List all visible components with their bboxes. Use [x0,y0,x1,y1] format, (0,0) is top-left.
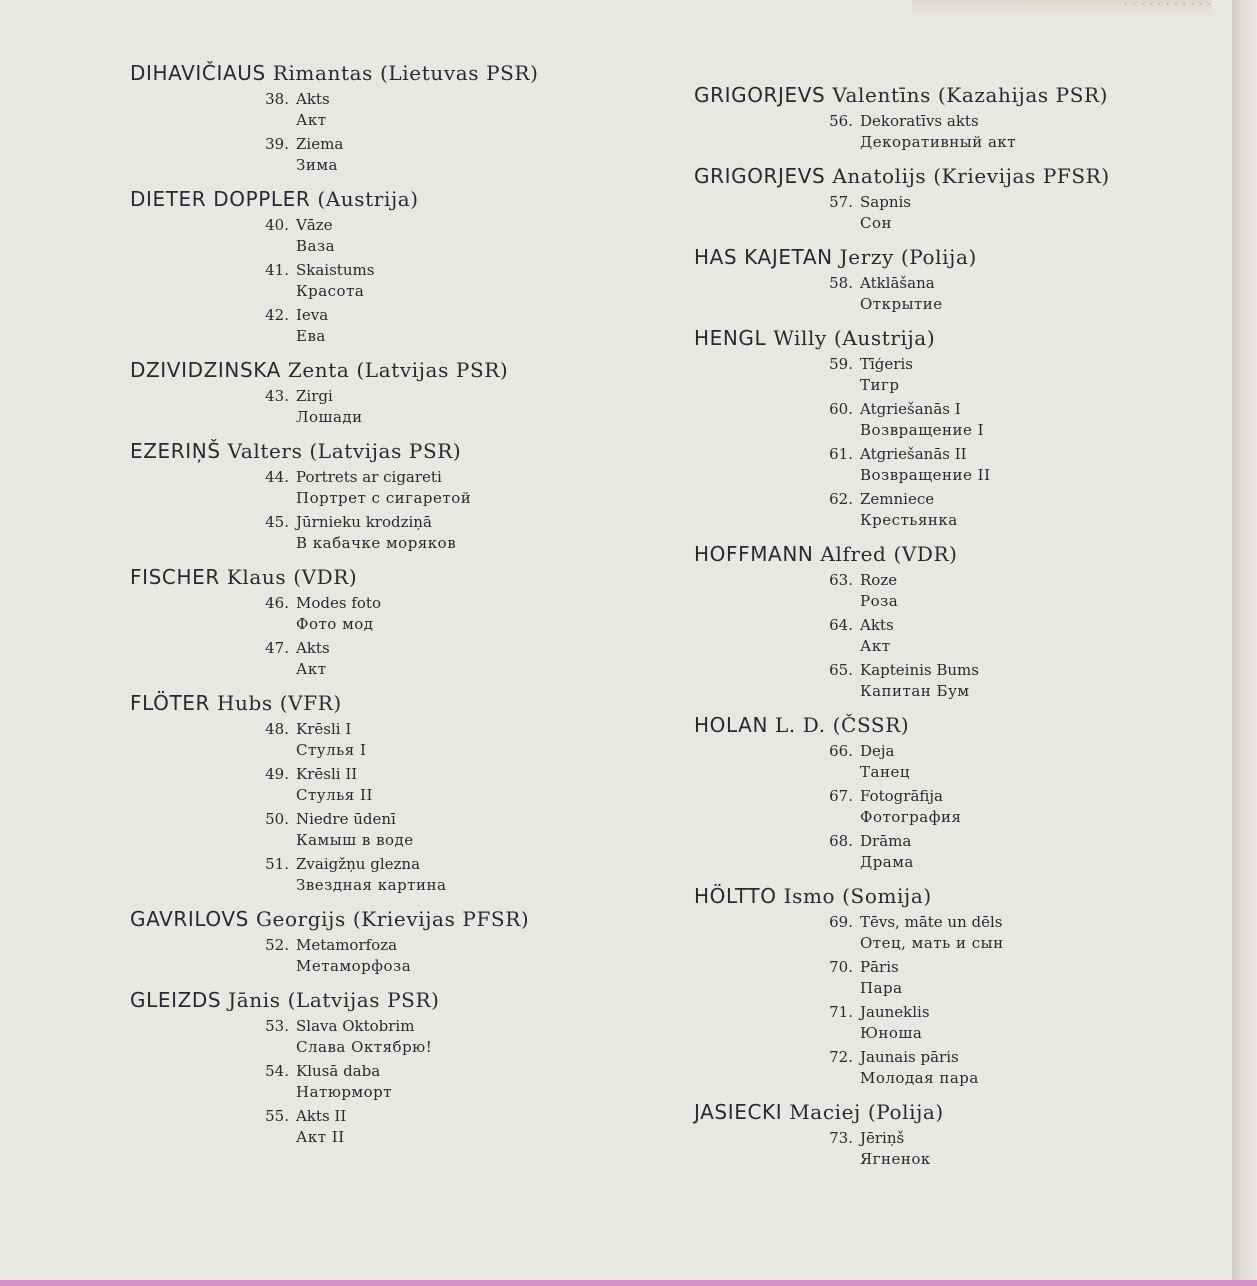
work-titles [860,1128,931,1170]
work-title-russian: Роза [860,592,899,610]
work-title-russian: Красота [296,282,365,300]
work-title-latvian: Pāris [860,958,899,976]
work-titles [860,192,911,234]
work-title-russian: Юноша [860,1024,923,1042]
work-number: 63. [829,571,853,589]
artist-entry [130,357,650,428]
work-item [694,399,1194,441]
work-number: 48. [265,720,289,738]
work-title-latvian: Metamorfoza [296,936,398,954]
work-title-russian: Акт II [296,1128,345,1146]
work-number: 39. [265,135,289,153]
work-titles [296,638,330,680]
catalog-column-right [694,82,1194,1180]
work-titles [296,305,328,347]
work-title-russian: Портрет с сигаретой [296,489,472,507]
artist-surname: FLÖTER [130,691,211,715]
artist-entry [130,60,650,176]
work-item [130,467,650,509]
work-number: 53. [265,1017,289,1035]
artist-surname: GAVRILOVS [130,907,249,931]
work-item [130,854,650,896]
artist-given-name: Willy [773,326,827,350]
work-item [694,615,1194,657]
work-title-russian: Пара [860,979,903,997]
artist-surname: GRIGORJEVS [694,164,826,188]
work-titles [860,1002,930,1044]
artist-surname: FISCHER [130,565,220,589]
work-title-latvian: Ieva [296,306,329,324]
work-title-latvian: Niedre ūdenī [296,810,396,828]
work-title-latvian: Jūrnieku krodziņā [296,513,432,531]
artist-entry [694,244,1194,315]
work-titles [860,660,979,702]
artist-given-name: Maciej [789,1100,861,1124]
work-number: 40. [265,216,289,234]
artist-country: (Latvijas PSR) [287,988,440,1012]
work-title-latvian: Jaunais pāris [860,1048,959,1066]
work-titles [860,741,910,783]
artist-entry [130,690,650,896]
work-item [130,386,650,428]
work-number: 52. [265,936,289,954]
work-titles [296,1016,432,1058]
work-title-russian: Метаморфоза [296,957,412,975]
work-number: 69. [829,913,853,931]
artist-entry [694,163,1194,234]
work-item [130,260,650,302]
artist-given-name: Klaus [226,565,287,589]
artist-given-name: Anatolijs [832,164,927,188]
work-titles [860,273,943,315]
work-title-russian: Звездная картина [296,876,447,894]
work-titles [860,615,894,657]
work-item [694,957,1194,999]
artist-heading [694,163,1194,189]
artist-heading [130,438,650,464]
work-number: 66. [829,742,853,760]
artist-entry [130,438,650,554]
artist-heading [130,564,650,590]
work-number: 54. [265,1062,289,1080]
artist-heading [694,1099,1194,1125]
work-number: 64. [829,616,853,634]
artist-given-name: Georgijs [255,907,346,931]
artist-entry [694,325,1194,531]
artist-surname: GRIGORJEVS [694,83,826,107]
artist-surname: JASIECKI [694,1100,783,1124]
work-number: 73. [829,1129,853,1147]
work-title-latvian: Slava Oktobrim [296,1017,415,1035]
work-number: 47. [265,639,289,657]
work-titles [296,260,374,302]
work-item [694,831,1194,873]
work-title-latvian: Akts [860,616,894,634]
artist-given-name: Zenta [287,358,350,382]
work-title-latvian: Vāze [296,216,333,234]
work-title-latvian: Ziema [296,135,344,153]
artist-country: (Latvijas PSR) [356,358,509,382]
work-number: 65. [829,661,853,679]
artist-given-name: Ismo [783,884,836,908]
work-item [694,1002,1194,1044]
artist-surname: GLEIZDS [130,988,222,1012]
work-title-latvian: Fotogrāfija [860,787,943,805]
work-title-latvian: Krēsli II [296,765,358,783]
artist-country: (VDR) [293,565,358,589]
work-title-russian: Тигр [860,376,900,394]
artist-heading [694,883,1194,909]
work-title-latvian: Atklāšana [860,274,935,292]
work-title-russian: Стулья II [296,786,373,804]
work-item [130,134,650,176]
work-title-latvian: Atgriešanās I [860,400,961,418]
artist-country: (Krievijas PFSR) [352,907,530,931]
work-number: 49. [265,765,289,783]
work-title-latvian: Drāma [860,832,912,850]
artist-country: (Latvijas PSR) [309,439,462,463]
work-titles [296,215,335,257]
work-title-latvian: Jauneklis [860,1003,930,1021]
work-titles [860,912,1004,954]
work-number: 56. [829,112,853,130]
artist-given-name: Jānis [228,988,281,1012]
work-title-russian: Декоративный акт [860,133,1017,151]
work-title-russian: Слава Октябрю! [296,1038,433,1056]
work-title-latvian: Portrets ar cigareti [296,468,442,486]
work-title-russian: Акт [860,637,891,655]
work-number: 62. [829,490,853,508]
artist-entry [130,186,650,347]
work-number: 42. [265,306,289,324]
work-titles [296,134,343,176]
artist-entry [130,906,650,977]
work-titles [296,386,363,428]
work-item [694,444,1194,486]
work-number: 41. [265,261,289,279]
work-number: 58. [829,274,853,292]
work-item [694,273,1194,315]
work-item [694,741,1194,783]
work-item [130,1061,650,1103]
work-item [694,489,1194,531]
work-title-russian: Отец, мать и сын [860,934,1004,952]
artist-heading [694,541,1194,567]
artist-entry [130,987,650,1148]
artist-surname: HÖLTTO [694,884,777,908]
work-title-latvian: Roze [860,571,898,589]
artist-surname: EZERIŅŠ [130,439,221,463]
catalog-column-left [130,60,650,1158]
artist-heading [130,186,650,212]
work-title-russian: Молодая пара [860,1069,979,1087]
work-number: 61. [829,445,853,463]
artist-entry [130,564,650,680]
work-titles [860,399,984,441]
work-title-russian: Танец [860,763,910,781]
work-title-latvian: Krēsli I [296,720,352,738]
work-titles [860,957,903,999]
artist-given-name: Hubs [217,691,273,715]
work-item [694,192,1194,234]
work-item [130,764,650,806]
artist-entry [694,712,1194,873]
artist-country: (VFR) [279,691,342,715]
work-number: 55. [265,1107,289,1125]
work-title-latvian: Tēvs, māte un dēls [860,913,1003,931]
artist-surname: DZIVIDZINSKA [130,358,281,382]
artist-surname: DIHAVIČIAUS [130,61,266,85]
work-title-russian: Акт [296,660,327,678]
work-title-latvian: Jēriņš [860,1129,905,1147]
work-title-latvian: Zemniece [860,490,935,508]
work-number: 38. [265,90,289,108]
pink-backdrop-edge [0,1280,1257,1286]
artist-surname: HENGL [694,326,767,350]
artist-given-name: Jerzy [839,245,894,269]
work-titles [860,570,898,612]
work-item [694,1128,1194,1170]
work-titles [296,89,330,131]
work-titles [860,354,913,396]
work-title-latvian: Modes foto [296,594,381,612]
bleed-through-text: · · · · · · · · · · · [912,0,1212,18]
artist-country: (Polija) [867,1100,944,1124]
work-number: 51. [265,855,289,873]
work-item [130,638,650,680]
work-title-russian: Ваза [296,237,336,255]
work-title-russian: Возвращение I [860,421,985,439]
work-title-russian: Натюрморт [296,1083,393,1101]
artist-country: (Lietuvas PSR) [380,61,539,85]
work-number: 57. [829,193,853,211]
work-item [694,354,1194,396]
work-titles [860,786,961,828]
artist-surname: HAS KAJETAN [694,245,833,269]
work-title-latvian: Klusā daba [296,1062,381,1080]
work-title-russian: Возвращение II [860,466,991,484]
work-title-russian: Камыш в воде [296,831,414,849]
work-titles [860,444,991,486]
artist-country: (ČSSR) [832,713,910,737]
work-item [694,912,1194,954]
work-titles [296,719,366,761]
work-title-latvian: Atgriešanās II [860,445,967,463]
work-titles [860,831,914,873]
work-item [130,809,650,851]
work-title-russian: Ягненок [860,1150,931,1168]
work-item [694,1047,1194,1089]
page-edge [1232,0,1257,1286]
work-item [130,719,650,761]
work-title-russian: Лошади [296,408,363,426]
work-titles [296,764,373,806]
artist-given-name: Valentīns [832,83,931,107]
artist-given-name: Alfred [820,542,887,566]
work-number: 71. [829,1003,853,1021]
artist-heading [130,60,650,86]
work-number: 50. [265,810,289,828]
work-number: 46. [265,594,289,612]
work-title-russian: Сон [860,214,893,232]
work-number: 67. [829,787,853,805]
artist-entry [694,1099,1194,1170]
artist-country: (Polija) [900,245,977,269]
work-item [130,1016,650,1058]
work-title-russian: Зима [296,156,338,174]
artist-heading [694,325,1194,351]
work-item [694,570,1194,612]
work-number: 70. [829,958,853,976]
work-title-russian: Фото мод [296,615,374,633]
work-titles [296,1061,392,1103]
work-title-russian: Драма [860,853,914,871]
work-titles [296,1106,346,1148]
artist-heading [694,82,1194,108]
work-title-russian: Капитан Бум [860,682,970,700]
work-titles [860,489,958,531]
work-titles [296,467,471,509]
work-title-latvian: Akts II [296,1107,347,1125]
work-item [130,935,650,977]
work-item [694,786,1194,828]
work-number: 60. [829,400,853,418]
work-item [130,512,650,554]
artist-entry [694,82,1194,153]
artist-entry [694,883,1194,1089]
work-number: 43. [265,387,289,405]
work-title-russian: Стулья I [296,741,367,759]
work-title-latvian: Akts [296,90,330,108]
work-number: 59. [829,355,853,373]
artist-heading [130,906,650,932]
work-number: 72. [829,1048,853,1066]
work-title-latvian: Akts [296,639,330,657]
work-number: 45. [265,513,289,531]
work-title-latvian: Skaistums [296,261,375,279]
artist-given-name: Rimantas [272,61,374,85]
work-title-latvian: Deja [860,742,895,760]
work-item [694,660,1194,702]
work-title-latvian: Dekoratīvs akts [860,112,979,130]
work-titles [296,593,381,635]
work-title-latvian: Tīģeris [860,355,913,373]
artist-heading [130,690,650,716]
artist-given-name: L. D. [775,713,826,737]
artist-entry [694,541,1194,702]
work-titles [296,809,414,851]
work-item [130,89,650,131]
work-title-latvian: Sapnis [860,193,911,211]
work-title-russian: Открытие [860,295,943,313]
work-number: 44. [265,468,289,486]
work-titles [860,1047,979,1089]
artist-surname: HOLAN [694,713,769,737]
artist-country: (Austrija) [317,187,419,211]
artist-surname: DIETER DOPPLER [130,187,311,211]
artist-country: (Austrija) [833,326,936,350]
work-titles [296,935,411,977]
artist-heading [694,244,1194,270]
work-item [130,593,650,635]
work-number: 68. [829,832,853,850]
work-title-russian: Крестьянка [860,511,958,529]
artist-country: (VDR) [893,542,958,566]
work-title-latvian: Zirgi [296,387,333,405]
work-title-russian: Ева [296,327,326,345]
artist-surname: HOFFMANN [694,542,814,566]
artist-heading [130,987,650,1013]
artist-country: (Kazahijas PSR) [937,83,1109,107]
work-title-russian: В кабачке моряков [296,534,457,552]
work-title-latvian: Kapteinis Bums [860,661,979,679]
work-item [130,1106,650,1148]
artist-heading [694,712,1194,738]
work-title-russian: Акт [296,111,327,129]
work-title-russian: Фотография [860,808,962,826]
work-title-latvian: Zvaigžņu glezna [296,855,421,873]
artist-given-name: Valters [227,439,303,463]
work-item [694,111,1194,153]
artist-country: (Krievijas PFSR) [933,164,1110,188]
work-titles [860,111,1016,153]
work-titles [296,512,456,554]
artist-country: (Somija) [842,884,932,908]
artist-heading [130,357,650,383]
work-titles [296,854,446,896]
work-item [130,215,650,257]
work-item [130,305,650,347]
